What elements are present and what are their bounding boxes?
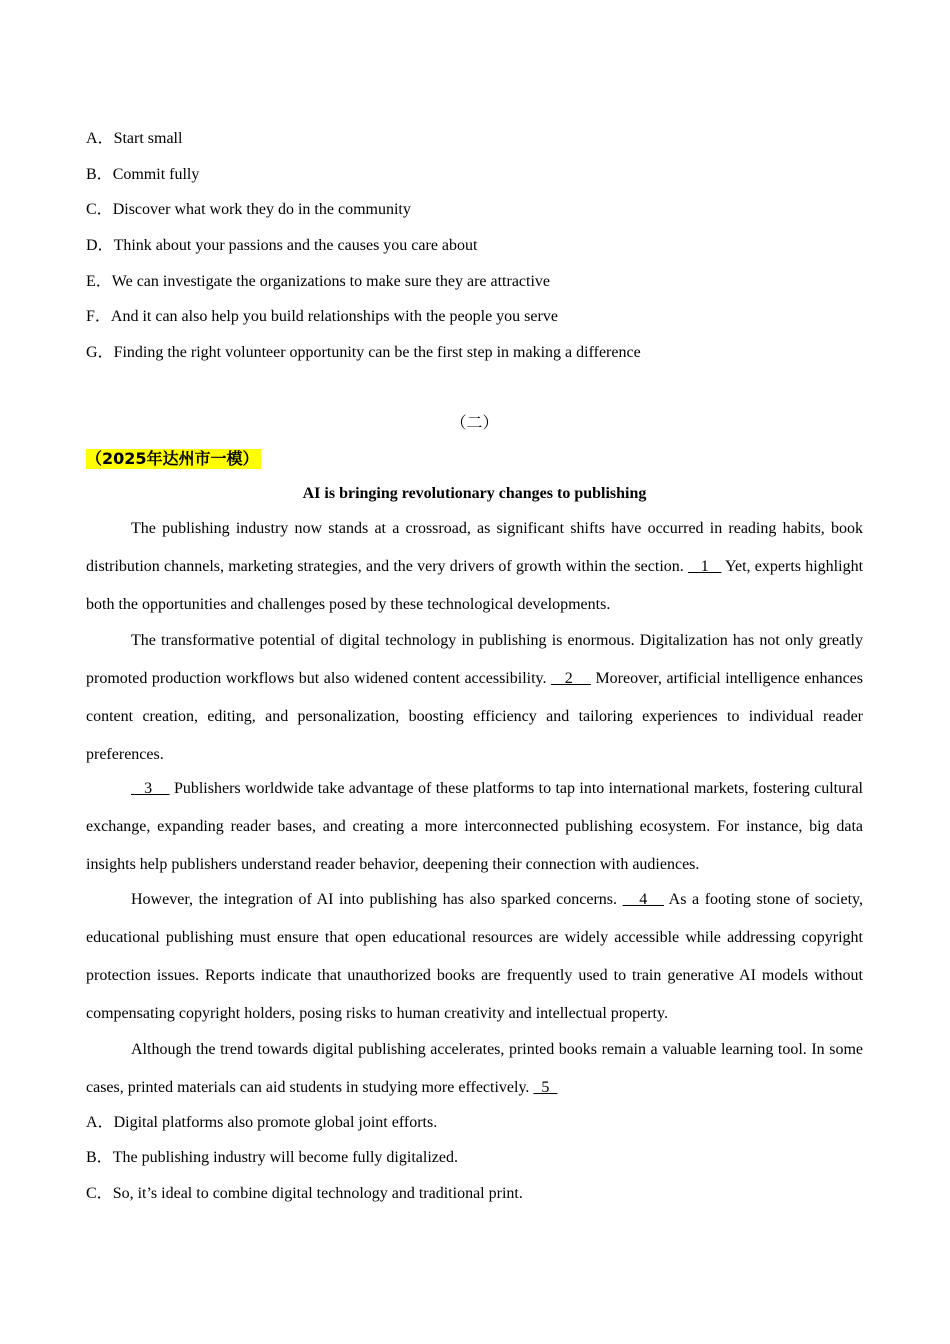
option-text: Think about your passions and the causes you care about	[113, 237, 478, 254]
paragraph-text: Publishers worldwide take advantage of these platforms to tap into international markets, fostering cultural exchange, expanding reader bases, and creating a more interconnected publishing ecosystem. For instance, big data insights help publishers understand reader behavior, deepening their connection with audiences.	[86, 780, 863, 873]
option-e	[86, 271, 550, 293]
option-letter: B．	[86, 166, 113, 183]
option-b	[86, 164, 199, 186]
option-text: Discover what work they do in the community	[112, 201, 411, 218]
option-text: Digital platforms also promote global joint efforts.	[113, 1114, 438, 1131]
option-letter: D．	[86, 237, 114, 254]
blank-4: 4	[622, 891, 664, 908]
blank-3: 3	[131, 780, 170, 797]
option-letter: F．	[86, 308, 111, 325]
answer-option-b	[86, 1147, 458, 1169]
section-marker: （二）	[450, 415, 499, 432]
paragraph-text: The transformative potential of digital technology in publishing is enormous. Digitalization has not only greatly promoted production workflows but also widened content accessibility.	[86, 632, 863, 687]
paragraph-1	[86, 510, 863, 624]
blank-5: 5	[533, 1079, 558, 1096]
paragraph-3	[86, 770, 863, 884]
paragraph-text: As a footing stone of society, educational publishing must ensure that open educational resources are widely accessible while addressing copyright protection issues. Reports indicate that unauthorized books are frequently used to train generative AI models without compensating copyright holders, posing risks to human creativity and intellectual property.	[86, 891, 864, 1022]
option-text: We can investigate the organizations to make sure they are attractive	[111, 273, 551, 290]
option-text: And it can also help you build relationships with the people you serve	[110, 308, 558, 325]
blank-2: 2	[551, 670, 591, 687]
option-letter: A．	[86, 130, 114, 147]
paragraph-text: Moreover, artificial intelligence enhances content creation, editing, and personalization, boosting efficiency and tailoring experiences to individual reader preferences.	[86, 670, 864, 763]
option-letter: G．	[86, 344, 114, 361]
option-d	[86, 235, 477, 257]
option-letter: E．	[86, 273, 112, 290]
option-letter: C．	[86, 1185, 113, 1202]
option-letter: B．	[86, 1149, 113, 1166]
option-c	[86, 199, 411, 221]
option-f	[86, 306, 558, 328]
option-text: So, it’s ideal to combine digital technology and traditional print.	[112, 1185, 523, 1202]
paragraph-4	[86, 881, 863, 1033]
blank-1: 1	[688, 558, 722, 575]
option-letter: A．	[86, 1114, 114, 1131]
option-text: The publishing industry will become fully digitalized.	[112, 1149, 458, 1166]
paragraph-text: Yet, experts highlight both the opportunities and challenges posed by these technological developments.	[86, 558, 864, 613]
answer-option-a	[86, 1112, 437, 1134]
option-text: Start small	[113, 130, 183, 147]
paragraph-5	[86, 1031, 863, 1107]
option-g	[86, 342, 641, 364]
answer-option-c	[86, 1183, 523, 1205]
paragraph-text: However, the integration of AI into publishing has also sparked concerns.	[131, 891, 623, 908]
option-a	[86, 128, 182, 150]
passage-title: AI is bringing revolutionary changes to publishing	[302, 485, 647, 502]
option-text: Finding the right volunteer opportunity can be the first step in making a difference	[113, 344, 641, 361]
option-text: Commit fully	[112, 166, 200, 183]
paragraph-text: The publishing industry now stands at a crossroad, as significant shifts have occurred in reading habits, book distribution channels, marketing strategies, and the very drivers of growth within the section.	[86, 520, 863, 575]
option-letter: C．	[86, 201, 113, 218]
paragraph-text: Although the trend towards digital publishing accelerates, printed books remain a valuable learning tool. In some cases, printed materials can aid students in studying more effectively.	[86, 1041, 863, 1096]
source-tag: （2025年达州市一模）	[86, 449, 259, 468]
paragraph-2	[86, 622, 863, 774]
